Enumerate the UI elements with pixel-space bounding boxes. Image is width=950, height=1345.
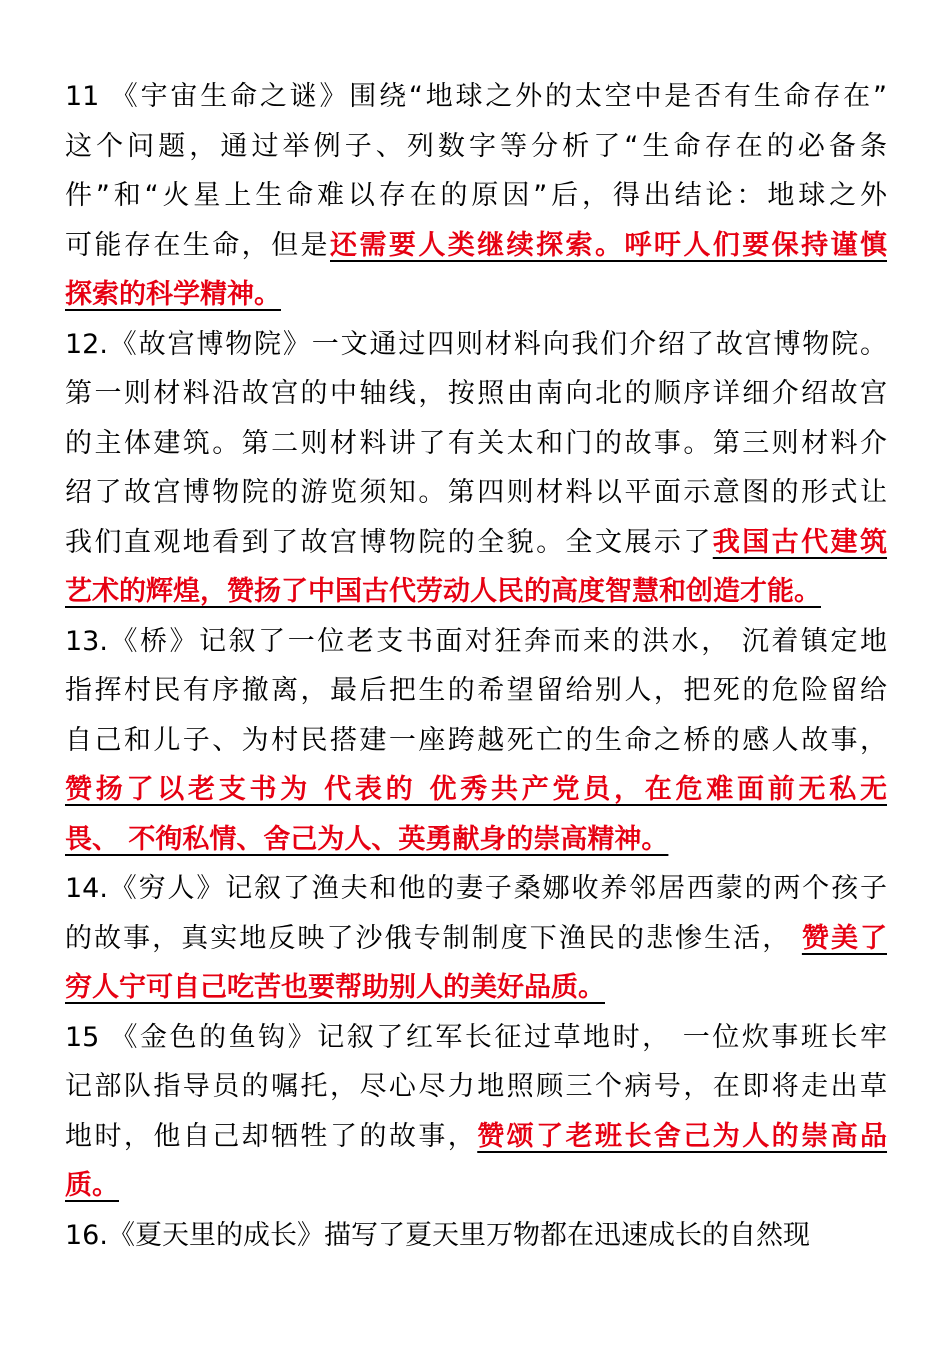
paragraph — [65, 1013, 887, 1211]
paragraph — [65, 1211, 887, 1261]
text-line — [65, 617, 887, 667]
text-line — [65, 1161, 887, 1211]
body-text: 12.《故宫博物院》一文通过四则材料向我们介绍了故宫博物院。 — [65, 328, 887, 360]
body-text: 的主体建筑。第二则材料讲了有关太和门的故事。第三则材料介 — [65, 427, 887, 459]
highlighted-text: 畏、 不徇私情、舍己为人、英勇献身的崇高精神。 — [65, 823, 669, 855]
highlighted-text: 赞扬了以老支书为 代表的 优秀共产党员，在危难面前无私无 — [65, 774, 887, 805]
text-line — [65, 815, 887, 865]
body-text: 件”和“火星上生命难以存在的原因”后，得出结论：地球之外 — [65, 180, 887, 211]
text-line — [65, 221, 887, 271]
body-text: 11 《宇宙生命之谜》围绕“地球之外的太空中是否有生命存在” — [65, 81, 887, 112]
highlighted-text: 质。 — [65, 1170, 119, 1201]
highlighted-text: 我国古代建筑 — [712, 526, 888, 558]
text-line — [65, 567, 887, 617]
body-text: 可能存在生命，但是 — [65, 229, 330, 261]
text-line — [65, 72, 887, 122]
highlighted-text: 还需要人类继续探索。呼吁人们要保持谨慎 — [330, 229, 887, 261]
text-line — [65, 518, 887, 568]
highlighted-text: 艺术的辉煌，赞扬了中国古代劳动人民的高度智慧和创造才能。 — [65, 576, 821, 607]
body-text: 这个问题，通过举例子、列数字等分析了“生命存在的必备条 — [65, 130, 887, 162]
body-text: 的故事，真实地反映了沙俄专制制度下渔民的悲惨生活， — [65, 922, 802, 954]
highlighted-text: 赞美了 — [801, 922, 887, 954]
highlighted-text: 赞颂了老班长舍己为人的崇高品 — [477, 1120, 888, 1152]
body-text: 指挥村民有序撤离，最后把生的希望留给别人，把死的危险留给 — [65, 675, 887, 706]
paragraph — [65, 864, 887, 1013]
paragraph — [65, 320, 887, 617]
body-text: 自己和儿子、为村民搭建一座跨越死亡的生命之桥的感人故事， — [65, 724, 887, 756]
body-text: 绍了故宫博物院的游览须知。第四则材料以平面示意图的形式让 — [65, 477, 887, 508]
body-text: 我们直观地看到了故宫博物院的全貌。全文展示了 — [65, 526, 713, 558]
paragraph — [65, 72, 887, 320]
text-line — [65, 1211, 887, 1261]
text-line — [65, 963, 887, 1013]
highlighted-text: 探索的科学精神。 — [65, 279, 281, 310]
body-text: 14.《穷人》记叙了渔夫和他的妻子桑娜收养邻居西蒙的两个孩子 — [65, 873, 887, 904]
highlighted-text: 穷人宁可自己吃苦也要帮助别人的美好品质。 — [65, 972, 605, 1003]
body-text: 记部队指导员的嘱托，尽心尽力地照顾三个病号，在即将走出草 — [65, 1071, 887, 1102]
text-line — [65, 765, 887, 815]
text-line — [65, 419, 887, 469]
body-text: 13.《桥》记叙了一位老支书面对狂奔而来的洪水， 沉着镇定地 — [65, 625, 887, 657]
text-line — [65, 1062, 887, 1112]
text-line — [65, 716, 887, 766]
body-text: 16.《夏天里的成长》描写了夏天里万物都在迅速成长的自然现 — [65, 1219, 810, 1251]
text-line — [65, 122, 887, 172]
paragraph — [65, 617, 887, 865]
text-line — [65, 468, 887, 518]
text-line — [65, 369, 887, 419]
body-text: 地时，他自己却牺牲了的故事， — [65, 1120, 478, 1152]
text-line — [65, 171, 887, 221]
body-text: 第一则材料沿故宫的中轴线，按照由南向北的顺序详细介绍故宫 — [65, 378, 887, 409]
text-line — [65, 1112, 887, 1162]
text-line — [65, 320, 887, 370]
text-line — [65, 914, 887, 964]
document-page — [65, 72, 887, 1260]
text-line — [65, 270, 887, 320]
text-line — [65, 864, 887, 914]
text-line — [65, 666, 887, 716]
text-line — [65, 1013, 887, 1063]
body-text: 15 《金色的鱼钩》记叙了红军长征过草地时， 一位炊事班长牢 — [65, 1021, 887, 1053]
